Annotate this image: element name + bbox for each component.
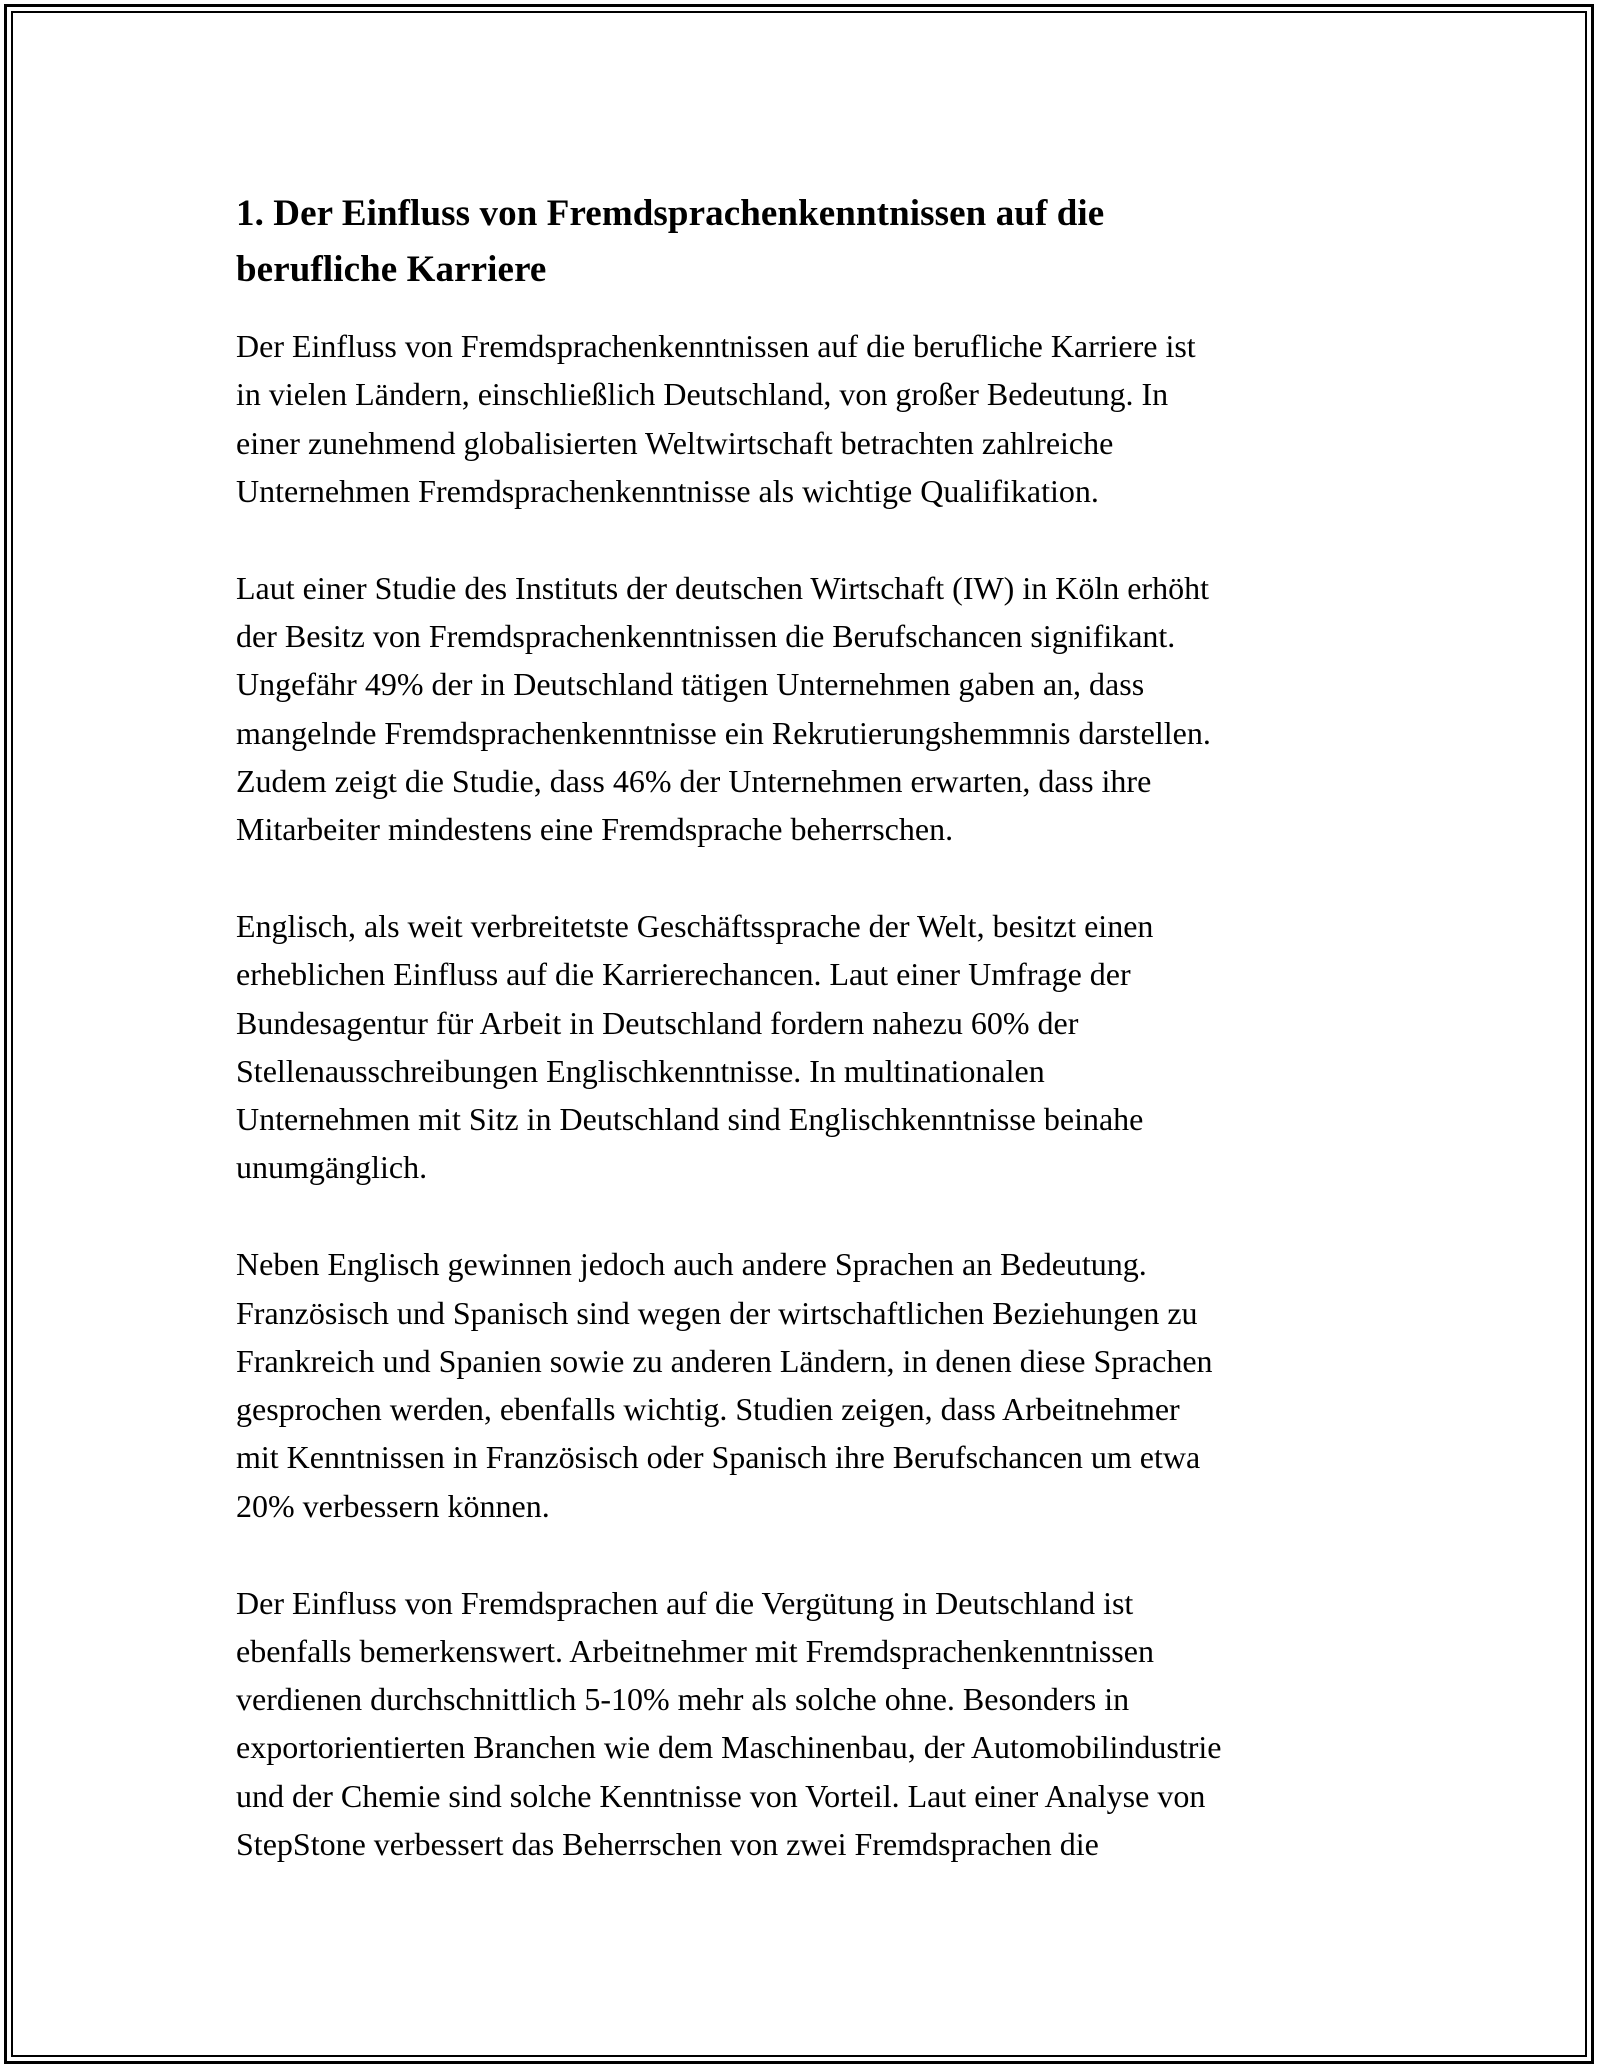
text-line: Bundesagentur für Arbeit in Deutschland fordern nahezu 60% der: [236, 1004, 1079, 1041]
text-line: Mitarbeiter mindestens eine Fremdsprache beherrschen.: [236, 811, 954, 848]
text-line: erheblichen Einfluss auf die Karrierechancen. Laut einer Umfrage der: [236, 956, 1131, 993]
document-body: [236, 186, 1376, 1917]
text-line: mit Kenntnissen in Französisch oder Spanisch ihre Berufschancen um etwa: [236, 1439, 1201, 1476]
text-line: StepStone verbessert das Beherrschen von zwei Fremdsprachen die: [236, 1826, 1099, 1863]
text-line: Ungefähr 49% der in Deutschland tätigen Unternehmen gaben an, dass: [236, 666, 1145, 703]
text-line: Englisch, als weit verbreitetste Geschäftssprache der Welt, besitzt einen: [236, 907, 1154, 944]
text-line: Der Einfluss von Fremdsprachenkenntnissen auf die berufliche Karriere ist: [236, 328, 1196, 364]
paragraph-2: [236, 564, 1376, 854]
text-line: exportorientierten Branchen wie dem Maschinenbau, der Automobilindustrie: [236, 1729, 1222, 1766]
heading-line: berufliche Karriere: [236, 249, 547, 290]
text-line: ebenfalls bemerkenswert. Arbeitnehmer mit Fremdsprachenkenntnissen: [236, 1632, 1154, 1669]
text-line: mangelnde Fremdsprachenkenntnisse ein Rekrutierungshemmnis darstellen.: [236, 714, 1211, 751]
text-line: verdienen durchschnittlich 5-10% mehr als solche ohne. Besonders in: [236, 1681, 1130, 1718]
text-line: Neben Englisch gewinnen jedoch auch andere Sprachen an Bedeutung.: [236, 1246, 1147, 1283]
paragraph-4: [236, 1240, 1376, 1530]
text-line: Unternehmen mit Sitz in Deutschland sind Englischkenntnisse beinahe: [236, 1101, 1144, 1138]
paragraph-3: [236, 902, 1376, 1192]
text-line: in vielen Ländern, einschließlich Deutschland, von großer Bedeutung. In: [236, 376, 1169, 413]
section-heading: [236, 186, 1376, 298]
text-line: Unternehmen Fremdsprachenkenntnisse als wichtige Qualifikation.: [236, 472, 1099, 509]
text-line: Der Einfluss von Fremdsprachen auf die Vergütung in Deutschland ist: [236, 1584, 1134, 1621]
paragraph-5: [236, 1579, 1376, 1869]
text-line: Stellenausschreibungen Englischkenntnisse. In multinationalen: [236, 1052, 1045, 1089]
text-line: Zudem zeigt die Studie, dass 46% der Unternehmen erwarten, dass ihre: [236, 762, 1152, 799]
paragraph-1: [236, 322, 1376, 515]
text-line: 20% verbessern können.: [236, 1487, 550, 1524]
heading-line: 1. Der Einfluss von Fremdsprachenkenntnissen auf die: [236, 193, 1105, 234]
text-line: Frankreich und Spanien sowie zu anderen Ländern, in denen diese Sprachen: [236, 1342, 1213, 1379]
text-line: der Besitz von Fremdsprachenkenntnissen die Berufschancen signifikant.: [236, 617, 1176, 654]
text-line: Französisch und Spanisch sind wegen der wirtschaftlichen Beziehungen zu: [236, 1294, 1198, 1331]
text-line: Laut einer Studie des Instituts der deutschen Wirtschaft (IW) in Köln erhöht: [236, 569, 1209, 606]
text-line: einer zunehmend globalisierten Weltwirtschaft betrachten zahlreiche: [236, 424, 1114, 461]
text-line: gesprochen werden, ebenfalls wichtig. Studien zeigen, dass Arbeitnehmer: [236, 1391, 1180, 1428]
text-line: unumgänglich.: [236, 1149, 428, 1186]
text-line: und der Chemie sind solche Kenntnisse von Vorteil. Laut einer Analyse von: [236, 1777, 1206, 1814]
